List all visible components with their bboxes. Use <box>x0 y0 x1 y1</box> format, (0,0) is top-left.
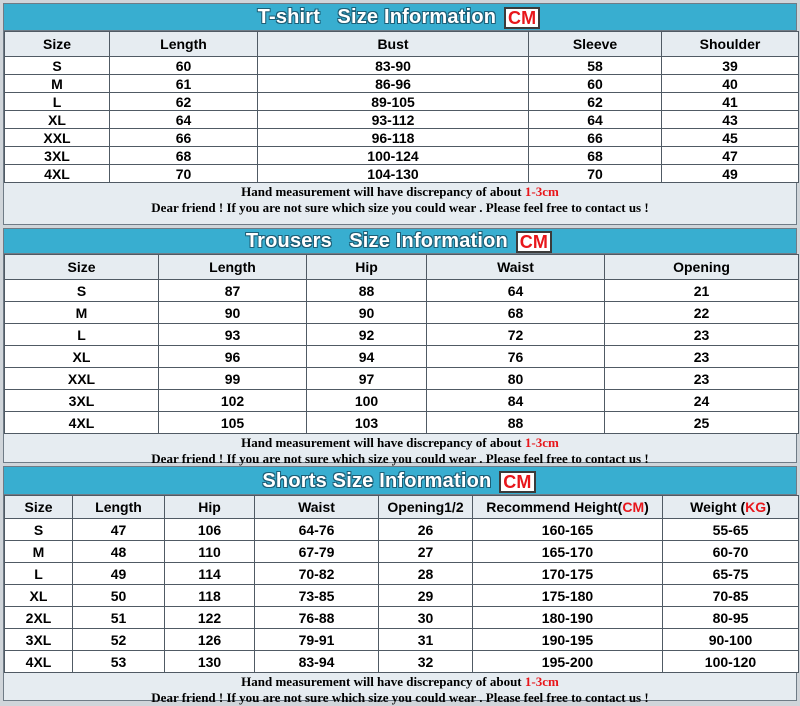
column-header: Opening <box>605 255 799 280</box>
table-cell: M <box>5 75 110 93</box>
table-cell: 60 <box>110 57 258 75</box>
table-cell: 118 <box>165 585 255 607</box>
table-cell: 43 <box>662 111 799 129</box>
table-cell: 3XL <box>5 390 159 412</box>
note-highlight: 1-3cm <box>524 184 559 199</box>
note-highlight: 1-3cm <box>524 435 559 450</box>
table-cell: 62 <box>529 93 662 111</box>
column-header: Length <box>73 496 165 519</box>
table-row <box>5 165 799 183</box>
table-row <box>5 57 799 75</box>
table-cell: 73-85 <box>255 585 379 607</box>
table-cell: 40 <box>662 75 799 93</box>
table-cell: 190-195 <box>473 629 663 651</box>
table-cell: 70 <box>529 165 662 183</box>
contact-note: Dear friend ! If you are not sure which size you could wear . Please feel free to contact us ! <box>151 690 649 705</box>
table-cell: 51 <box>73 607 165 629</box>
paren-open: ( <box>617 499 623 515</box>
table-cell: 195-200 <box>473 651 663 673</box>
tshirt-size-section <box>3 3 797 225</box>
table-cell: 64 <box>529 111 662 129</box>
table-cell: 39 <box>662 57 799 75</box>
table-cell: 62 <box>110 93 258 111</box>
table-cell: 70-82 <box>255 563 379 585</box>
column-header: Shoulder <box>662 32 799 57</box>
table-cell: 64 <box>110 111 258 129</box>
note-highlight: 1-3cm <box>524 674 559 689</box>
table-cell: 68 <box>110 147 258 165</box>
table-cell: 88 <box>307 280 427 302</box>
table-cell: 170-175 <box>473 563 663 585</box>
table-cell: 52 <box>73 629 165 651</box>
table-cell: 126 <box>165 629 255 651</box>
shorts-title-text: Shorts Size Information <box>262 470 498 492</box>
table-cell: 90-100 <box>663 629 799 651</box>
paren-close: ) <box>766 499 771 515</box>
table-cell: 83-90 <box>258 57 529 75</box>
table-cell: S <box>5 280 159 302</box>
table-cell: S <box>5 519 73 541</box>
table-cell: 87 <box>159 280 307 302</box>
table-cell: 31 <box>379 629 473 651</box>
table-header-row <box>5 255 799 280</box>
table-cell: 4XL <box>5 651 73 673</box>
table-cell: XL <box>5 346 159 368</box>
shorts-size-table <box>4 495 799 673</box>
trousers-notes <box>4 434 796 467</box>
table-cell: 88 <box>427 412 605 434</box>
column-header: Opening1/2 <box>379 496 473 519</box>
table-cell: XL <box>5 111 110 129</box>
column-header-weight <box>663 496 799 519</box>
table-cell: 84 <box>427 390 605 412</box>
table-cell: 24 <box>605 390 799 412</box>
table-cell: 122 <box>165 607 255 629</box>
table-cell: 110 <box>165 541 255 563</box>
table-cell: 94 <box>307 346 427 368</box>
height-unit: CM <box>622 499 645 515</box>
contact-note: Dear friend ! If you are not sure which size you could wear . Please feel free to contact us ! <box>151 451 649 466</box>
table-row <box>5 607 799 629</box>
table-cell: 106 <box>165 519 255 541</box>
table-cell: 89-105 <box>258 93 529 111</box>
table-cell: 114 <box>165 563 255 585</box>
table-row <box>5 93 799 111</box>
weight-unit: KG <box>745 499 767 515</box>
shorts-notes <box>4 673 796 706</box>
table-cell: 3XL <box>5 147 110 165</box>
table-cell: 60 <box>529 75 662 93</box>
trousers-unit-badge: CM <box>516 231 552 253</box>
column-header: Length <box>110 32 258 57</box>
table-cell: 90 <box>159 302 307 324</box>
contact-note: Dear friend ! If you are not sure which size you could wear . Please feel free to contact us ! <box>151 200 649 215</box>
table-cell: 66 <box>110 129 258 147</box>
table-cell: 96-118 <box>258 129 529 147</box>
table-row <box>5 324 799 346</box>
table-cell: 3XL <box>5 629 73 651</box>
table-row <box>5 651 799 673</box>
table-cell: 72 <box>427 324 605 346</box>
table-cell: XL <box>5 585 73 607</box>
shorts-title <box>4 467 796 495</box>
table-cell: L <box>5 563 73 585</box>
tshirt-size-table <box>4 31 799 183</box>
table-cell: 48 <box>73 541 165 563</box>
table-cell: 23 <box>605 368 799 390</box>
table-cell: 21 <box>605 280 799 302</box>
table-cell: 76-88 <box>255 607 379 629</box>
table-cell: 32 <box>379 651 473 673</box>
table-cell: 28 <box>379 563 473 585</box>
table-cell: 93-112 <box>258 111 529 129</box>
paren-open: ( <box>740 499 746 515</box>
table-cell: S <box>5 57 110 75</box>
table-cell: 64-76 <box>255 519 379 541</box>
table-cell: 66 <box>529 129 662 147</box>
table-cell: 26 <box>379 519 473 541</box>
table-cell: 96 <box>159 346 307 368</box>
table-cell: 80 <box>427 368 605 390</box>
column-header: Length <box>159 255 307 280</box>
trousers-size-section <box>3 228 797 466</box>
table-cell: 97 <box>307 368 427 390</box>
table-cell: 49 <box>73 563 165 585</box>
table-cell: 58 <box>529 57 662 75</box>
table-row <box>5 541 799 563</box>
table-cell: 70-85 <box>663 585 799 607</box>
tshirt-title-text: T-shirt Size Information <box>257 6 502 28</box>
note-text: Hand measurement will have discrepancy of about <box>241 674 525 689</box>
table-cell: 130 <box>165 651 255 673</box>
column-header: Size <box>5 255 159 280</box>
table-row <box>5 111 799 129</box>
table-row <box>5 302 799 324</box>
measurement-note <box>4 184 796 200</box>
column-header: Size <box>5 496 73 519</box>
table-cell: 30 <box>379 607 473 629</box>
table-cell: 165-170 <box>473 541 663 563</box>
table-cell: L <box>5 324 159 346</box>
table-cell: 68 <box>427 302 605 324</box>
table-cell: 55-65 <box>663 519 799 541</box>
table-cell: 90 <box>307 302 427 324</box>
table-cell: 76 <box>427 346 605 368</box>
table-cell: 160-165 <box>473 519 663 541</box>
table-cell: 2XL <box>5 607 73 629</box>
table-cell: 99 <box>159 368 307 390</box>
table-row <box>5 390 799 412</box>
height-header-label: Recommend Height <box>486 499 618 515</box>
table-cell: 100-124 <box>258 147 529 165</box>
table-cell: 65-75 <box>663 563 799 585</box>
table-cell: 104-130 <box>258 165 529 183</box>
table-cell: 79-91 <box>255 629 379 651</box>
table-cell: 23 <box>605 324 799 346</box>
table-row <box>5 585 799 607</box>
table-row <box>5 563 799 585</box>
trousers-size-table <box>4 254 799 434</box>
tshirt-notes <box>4 183 796 216</box>
table-cell: 53 <box>73 651 165 673</box>
table-row <box>5 629 799 651</box>
table-row <box>5 280 799 302</box>
table-cell: M <box>5 541 73 563</box>
table-cell: 103 <box>307 412 427 434</box>
table-row <box>5 129 799 147</box>
table-cell: 68 <box>529 147 662 165</box>
table-cell: 49 <box>662 165 799 183</box>
paren-close: ) <box>644 499 649 515</box>
table-cell: 47 <box>662 147 799 165</box>
table-cell: 175-180 <box>473 585 663 607</box>
column-header: Waist <box>427 255 605 280</box>
table-cell: 93 <box>159 324 307 346</box>
table-cell: 83-94 <box>255 651 379 673</box>
weight-header-label: Weight <box>690 499 741 515</box>
table-cell: 64 <box>427 280 605 302</box>
table-cell: 41 <box>662 93 799 111</box>
table-cell: 61 <box>110 75 258 93</box>
table-cell: 100-120 <box>663 651 799 673</box>
column-header: Sleeve <box>529 32 662 57</box>
table-row <box>5 368 799 390</box>
table-cell: 70 <box>110 165 258 183</box>
table-row <box>5 75 799 93</box>
table-cell: 180-190 <box>473 607 663 629</box>
measurement-note <box>4 674 796 690</box>
table-cell: 92 <box>307 324 427 346</box>
note-text: Hand measurement will have discrepancy of about <box>241 435 525 450</box>
table-row <box>5 519 799 541</box>
tshirt-title <box>4 4 796 31</box>
trousers-title <box>4 229 796 254</box>
table-cell: 86-96 <box>258 75 529 93</box>
table-row <box>5 346 799 368</box>
column-header: Hip <box>165 496 255 519</box>
column-header: Bust <box>258 32 529 57</box>
table-cell: XXL <box>5 129 110 147</box>
table-cell: M <box>5 302 159 324</box>
table-cell: 102 <box>159 390 307 412</box>
table-cell: 4XL <box>5 165 110 183</box>
table-cell: 29 <box>379 585 473 607</box>
table-cell: 80-95 <box>663 607 799 629</box>
table-header-row <box>5 496 799 519</box>
table-cell: 60-70 <box>663 541 799 563</box>
table-row <box>5 147 799 165</box>
table-cell: 45 <box>662 129 799 147</box>
tshirt-unit-badge: CM <box>504 7 540 29</box>
note-text: Hand measurement will have discrepancy of about <box>241 184 525 199</box>
table-cell: 23 <box>605 346 799 368</box>
table-cell: 100 <box>307 390 427 412</box>
shorts-size-section <box>3 466 797 705</box>
table-row <box>5 412 799 434</box>
column-header: Size <box>5 32 110 57</box>
table-cell: 25 <box>605 412 799 434</box>
measurement-note <box>4 435 796 451</box>
column-header: Waist <box>255 496 379 519</box>
table-cell: 22 <box>605 302 799 324</box>
column-header: Hip <box>307 255 427 280</box>
shorts-unit-badge: CM <box>499 471 535 493</box>
trousers-title-text: Trousers Size Information <box>245 230 514 252</box>
table-cell: XXL <box>5 368 159 390</box>
table-cell: 27 <box>379 541 473 563</box>
column-header-height <box>473 496 663 519</box>
table-cell: 67-79 <box>255 541 379 563</box>
table-cell: 4XL <box>5 412 159 434</box>
table-cell: 105 <box>159 412 307 434</box>
table-cell: 47 <box>73 519 165 541</box>
table-header-row <box>5 32 799 57</box>
table-cell: 50 <box>73 585 165 607</box>
table-cell: L <box>5 93 110 111</box>
